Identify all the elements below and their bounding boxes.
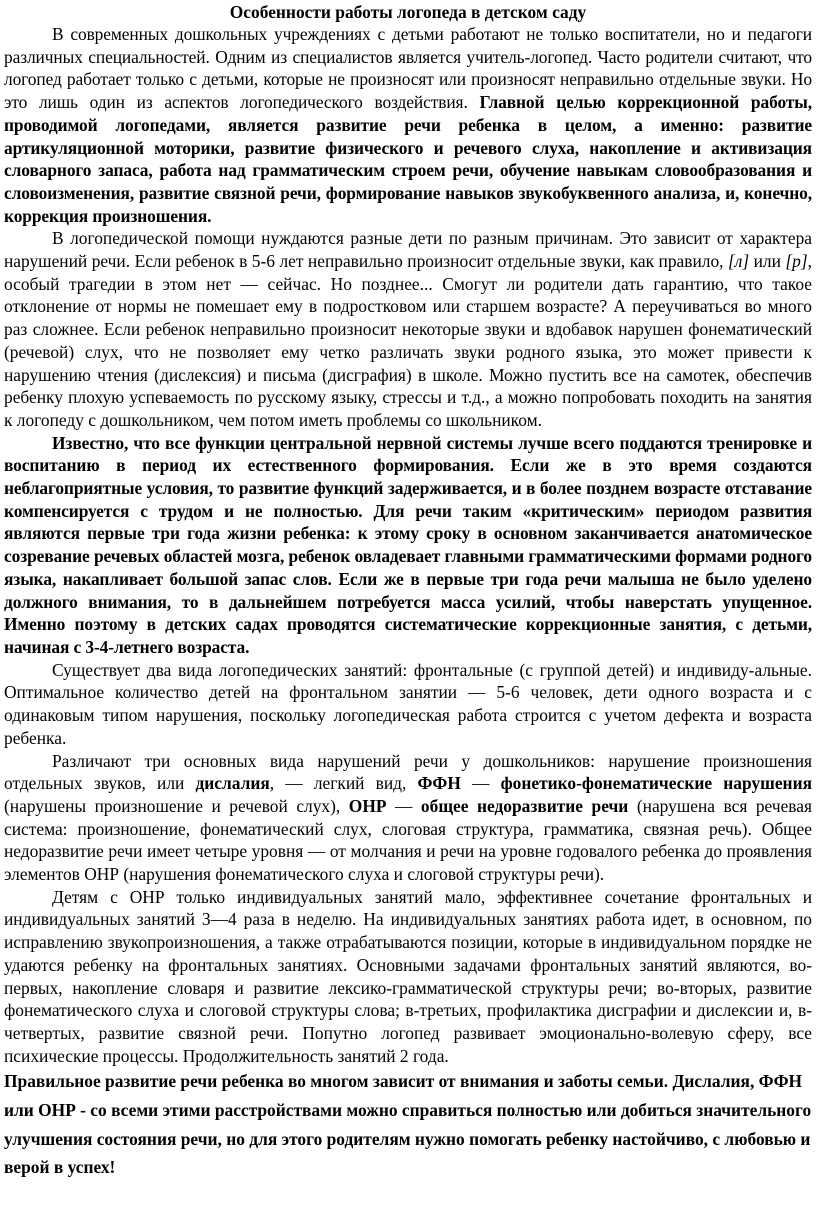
intro-lead-text: В современных дошкольных учреждениях с детьми работают не только воспитатели, но и педагоги различных специальностей. Одним из специалистов является учитель-логопед. Часто родители считают, что логопед работает только с детьми, которые не произносят или произносят неправильно отдельные звуки. Но это лишь один из аспектов логопедического воздействия.: [4, 24, 812, 113]
cns-development-paragraph: Известно, что все функции центральной нервной системы лучше всего поддаются тренировке и воспитанию в период их естественного формирования. Если же в это время создаются неблагоприятные условия, то развитие функций задерживается, и в более позднем возрасте отставание компенсируется с трудом и не полностью. Для речи таким «критическим» периодом развития являются первые три года жизни ребенка: к этому сроку в основном заканчивается анатомическое созревание речевых областей мозга, ребенок овладевает главными грамматическими формами родного языка, накапливает большой запас слов. Если же в первые три года речи малыша не было уделено должного внимания, то в дальнейшем потребуется масса усилий, чтобы наверстать упущенное. Именно поэтому в детских садах проводятся систематические коррекционные занятия, с детьми, начиная с 3-4-летнего возраста.: [4, 432, 812, 657]
p2-text-2: или: [749, 251, 786, 272]
lesson-types-paragraph: Существует два вида логопедических занятий: фронтальные (с группой детей) и индивиду-альные. Оптимальное количество детей на фронтальном занятии — 5-6 человек, дети одного возраста и с одинаковым типом нарушения, поскольку логопедическая работа строится с учетом дефекта и возраста ребенка.: [4, 659, 812, 748]
term-onr-full: общее недоразвитие речи: [420, 795, 629, 816]
term-dyslalia: дислалия: [195, 773, 270, 794]
sound-r: [р]: [785, 251, 808, 272]
term-onr: ОНР: [348, 795, 387, 816]
speech-therapy-need-paragraph: [4, 227, 812, 431]
p5-text-4: (нарушены произношение и речевой слух),: [4, 795, 349, 816]
p5-text-3: —: [460, 773, 501, 794]
closing-paragraph: Правильное развитие речи ребенка во многом зависит от внимания и заботы семьи. Дислалия, ФФН или ОНР - со всеми этими расстройствами можно справиться полностью или добиться значительного улучшения состояния речи, но для этого родителям нужно помогать ребенку настойчиво, с любовью и верой в успех!: [4, 1071, 812, 1178]
p5-text-1: Различают три основных вида нарушений речи у дошкольников: нарушение произношения отдельных звуков, или: [4, 750, 812, 794]
p5-text-2: , — легкий вид,: [269, 773, 418, 794]
speech-disorders-paragraph: [4, 750, 812, 886]
intro-paragraph: [4, 23, 812, 227]
intro-bold-text: Главной целью коррекционной работы, проводимой логопедами, является развитие речи ребенка в целом, а именно: развитие артикуляционной моторики, развитие физического и речевого слуха, накопление и активизация словарного запаса, работа над грамматическим строем речи, обучение навыкам словообразования и словоизменения, развитие связной речи, формирование навыков звукобуквенного анализа, и, конечно, коррекция произношения.: [4, 92, 812, 226]
sound-l: [л]: [728, 251, 750, 272]
p5-text-6: (нарушена вся речевая система: произношение, фонематический слух, слоговая структура, грамматика, связная речь). Общее недоразвитие речи имеет четыре уровня — от молчания и речи на уровне годовалого ребенка до проявления элементов ОНР (нарушения фонематического слуха и слоговой структуры речи).: [4, 795, 812, 885]
p5-text-5: —: [386, 795, 421, 816]
term-ffn-full: фонетико-фонематические нарушения: [500, 773, 812, 794]
onr-lessons-paragraph: Детям с ОНР только индивидуальных занятий мало, эффективнее сочетание фронтальных и индивидуальных занятий 3—4 раза в неделю. На индивидуальных занятиях работа идет, в основном, по исправлению звукопроизношения, а также отрабатываются позиции, которые в индивидуальном порядке не удаются ребенку на фронтальных занятиях. Основными задачами фронтальных занятий являются, во-первых, накопление словаря и развитие лексико-грамматической структуры речи; во-вторых, развитие фонематического слуха и слоговой структуры слова; в-третьих, профилактика дисграфии и дислексии и, в-четвертых, развитие связной речи. Попутно логопед развивает эмоционально-волевую сферу, все психические процессы. Продолжительность занятий 2 года.: [4, 886, 812, 1066]
p2-text-1: В логопедической помощи нуждаются разные дети по разным причинам. Это зависит от характера нарушений речи. Если ребенок в 5-6 лет неправильно произносит отдельные звуки, как правило,: [4, 228, 812, 272]
page-title: Особенности работы логопеда в детском саду: [229, 2, 587, 22]
p2-text-3: , особый трагедии в этом нет — сейчас. Но позднее... Смогут ли родители дать гарантию, что такое отклонение от нормы не помешает ему в подростковом или старшем возрасте? А переучиваться во много раз сложнее. Если ребенок неправильно произносит некоторые звуки и вдобавок нарушен фонематический (речевой) слух, что не позволяет ему четко различать звуки родного языка, это может привести к нарушению чтения (дислексия) и письма (дисграфия) в школе. Можно пустить все на самотек, обеспечив ребенку плохую успеваемость по русскому языку, стрессы и т.д., а можно попробовать походить на занятия к логопеду с дошкольником, чем потом иметь проблемы со школьником.: [4, 251, 812, 430]
term-ffn: ФФН: [417, 773, 461, 794]
